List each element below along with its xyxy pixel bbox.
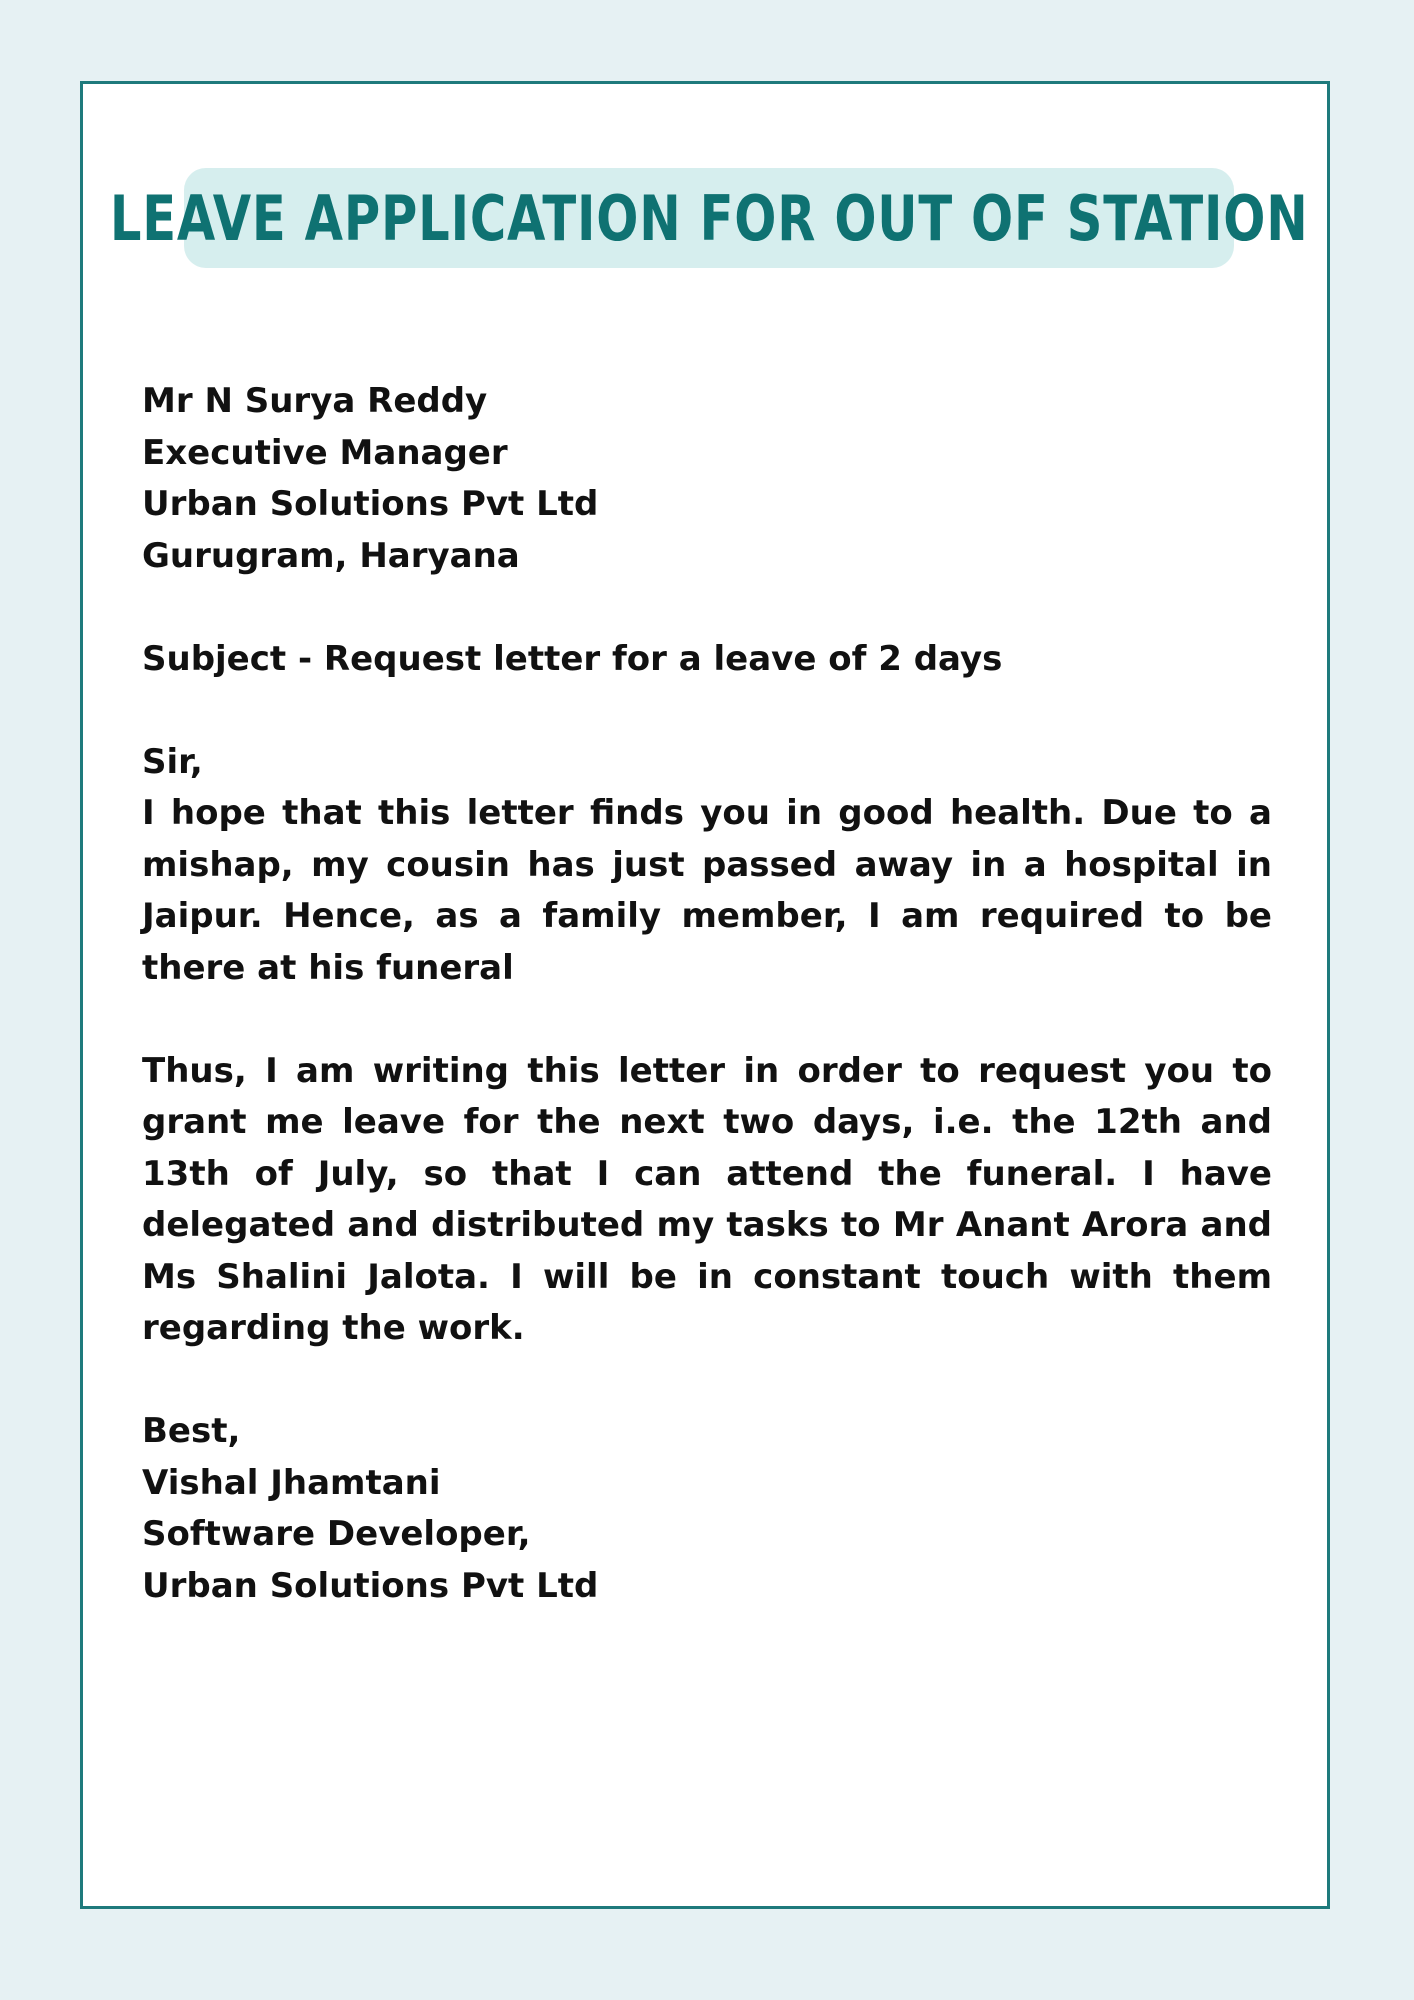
spacer [142,685,1272,737]
sender-company: Urban Solutions Pvt Ltd [142,1565,599,1606]
signoff: Best, [142,1411,241,1451]
letter-body [142,376,1272,1612]
subject-line: Subject - Request letter for a leave of 2 days [142,638,1003,679]
recipient-address [142,376,1272,582]
recipient-name: Mr N Surya Reddy [142,381,488,421]
letter-page [80,81,1330,1909]
salutation: Sir, [142,741,203,782]
recipient-company: Urban Solutions Pvt Ltd [142,484,599,524]
recipient-designation: Executive Manager [142,432,508,473]
recipient-location: Gurugram, Haryana [142,535,520,576]
signature-block [142,1406,1272,1612]
spacer [142,582,1272,634]
spacer [142,1355,1272,1407]
body-paragraph-2: Thus, I am writing this letter in order to request you to grant me leave for the next two days, i.e. the 12th and 13th of July, so that I can attend the funeral. I have delegated and distributed my tasks to Mr Anant Arora and Ms Shalini Jalota. I will be in constant touch with them regarding the work. [142,1050,1272,1348]
page-title: LEAVE APPLICATION FOR OUT OF STATION [109,181,1309,255]
sender-designation: Software Developer, [142,1514,531,1554]
sender-name: Vishal Jhamtani [142,1462,441,1503]
body-paragraph-1: I hope that this letter finds you in good health. Due to a mishap, my cousin has just passed away in a hospital in Jaipur. Hence, as a family member, I am required to be there at his funeral [142,793,1272,988]
title-banner [109,168,1309,268]
spacer [142,994,1272,1046]
